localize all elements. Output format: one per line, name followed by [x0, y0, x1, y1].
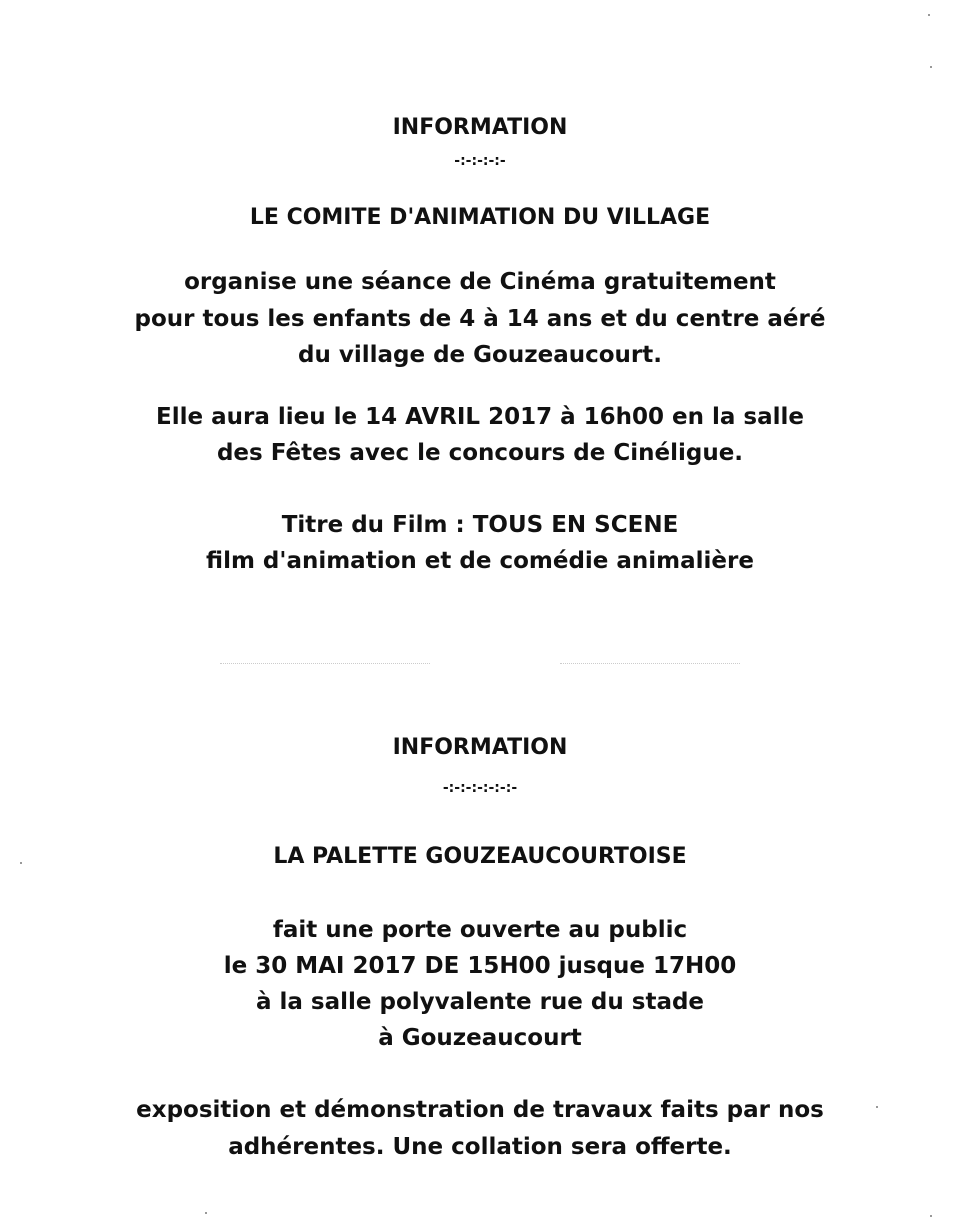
- notice-1-film-title: Titre du Film : TOUS EN SCENE: [281, 512, 679, 538]
- scan-artifact-rule: [220, 663, 430, 665]
- notice-2-separator: -:-:-:-:-:-:-: [442, 780, 518, 796]
- notice-1-date-line: Elle aura lieu le 14 AVRIL 2017 à 16h00 en la salle: [156, 404, 804, 430]
- notice-2-heading: INFORMATION: [392, 735, 568, 760]
- notice-1-heading: INFORMATION: [392, 115, 568, 140]
- scan-speck: [930, 66, 932, 68]
- notice-1-body-line: pour tous les enfants de 4 à 14 ans et du centre aéré: [134, 306, 826, 332]
- scan-speck: [205, 1212, 207, 1214]
- notice-1-separator: -:-:-:-:-: [454, 153, 506, 169]
- scan-artifact-rule: [560, 663, 740, 665]
- notice-2-body-line: le 30 MAI 2017 DE 15H00 jusque 17H00: [223, 953, 737, 979]
- notice-2-organizer: LA PALETTE GOUZEAUCOURTOISE: [273, 844, 687, 869]
- notice-1-body-line: organise une séance de Cinéma gratuitement: [184, 269, 776, 295]
- notice-1-body-line: du village de Gouzeaucourt.: [298, 342, 662, 368]
- notice-1-date-line: des Fêtes avec le concours de Cinéligue.: [216, 440, 744, 466]
- notice-2-closing-line: exposition et démonstration de travaux faits par nos: [136, 1097, 824, 1123]
- scan-speck: [20, 862, 22, 864]
- notice-2-body-line: à Gouzeaucourt: [378, 1025, 582, 1051]
- notice-2-body-line: à la salle polyvalente rue du stade: [255, 989, 705, 1015]
- scan-speck: [930, 1215, 932, 1217]
- notice-2-closing-line: adhérentes. Une collation sera offerte.: [228, 1134, 732, 1160]
- scan-speck: [876, 1106, 878, 1108]
- scan-speck: [928, 14, 930, 16]
- notice-2-body-line: fait une porte ouverte au public: [272, 917, 688, 943]
- notice-1-film-genre: film d'animation et de comédie animalière: [206, 548, 754, 574]
- notice-1-organizer: LE COMITE D'ANIMATION DU VILLAGE: [249, 205, 711, 230]
